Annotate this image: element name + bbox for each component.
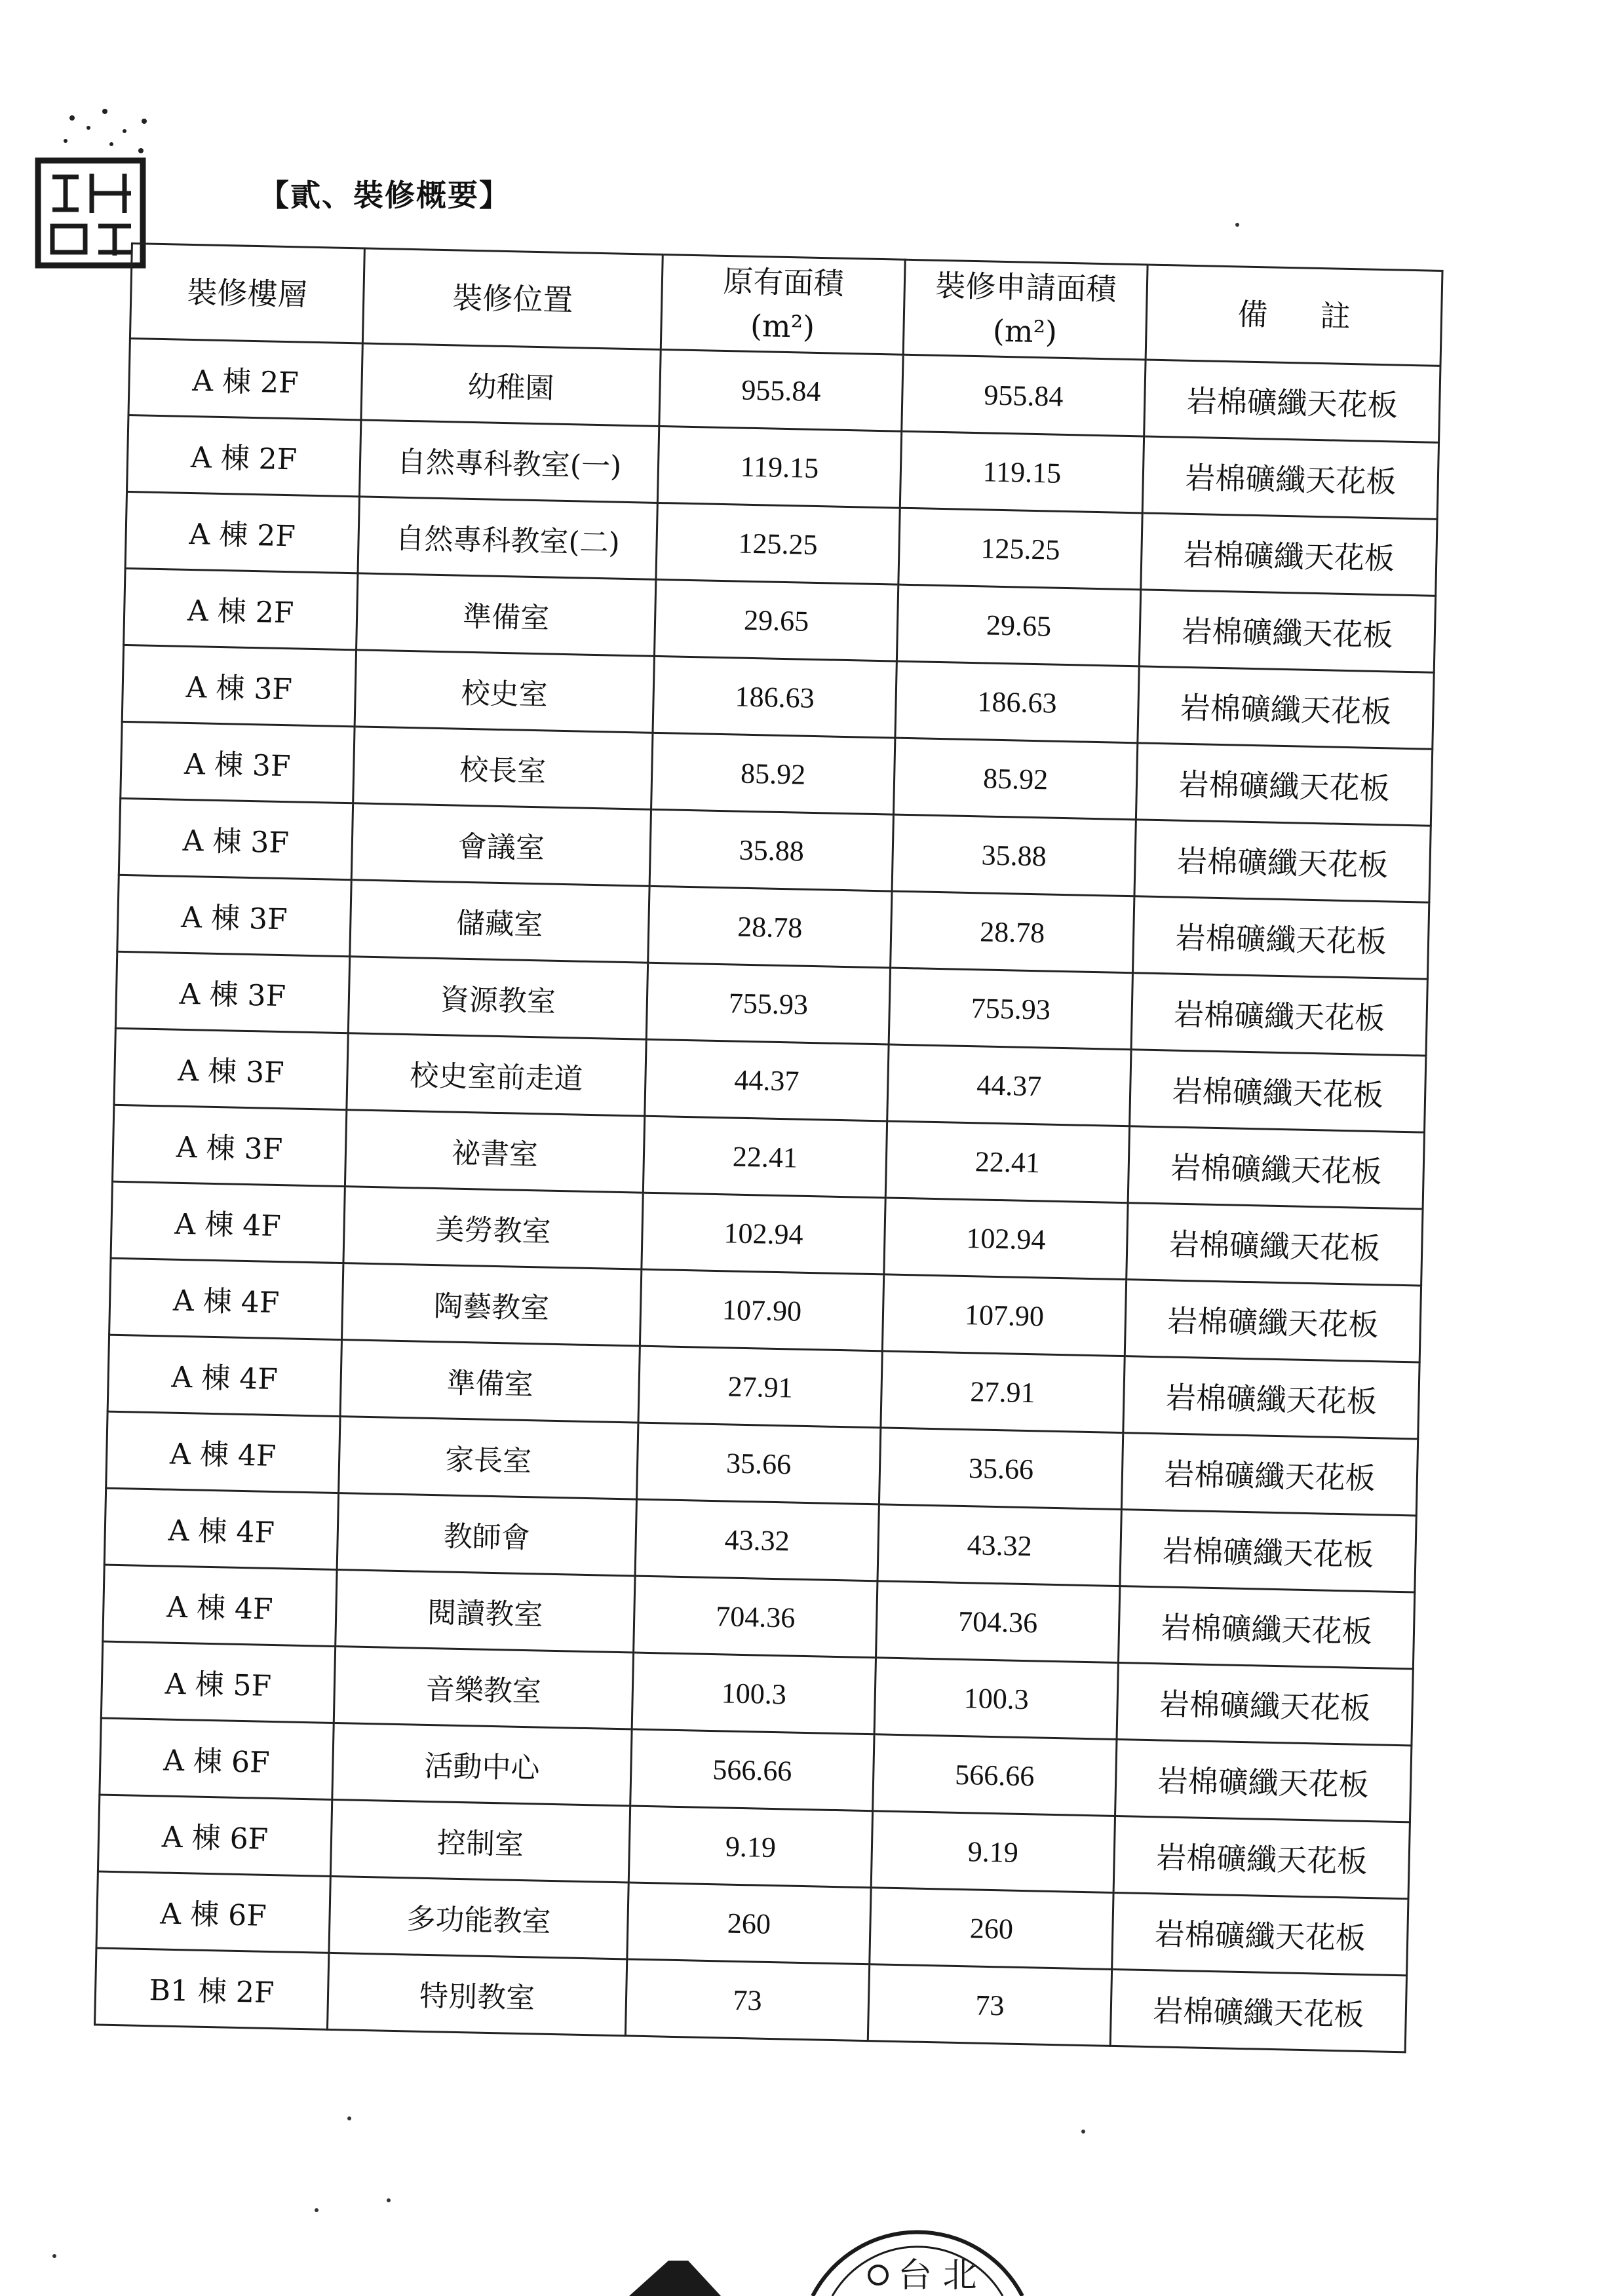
cell-original-area: 35.66 [637, 1423, 881, 1504]
stamp-text: 台 北 [898, 2256, 977, 2295]
cell-remark: 岩棉礦纖天花板 [1136, 743, 1432, 826]
cell-remark: 岩棉礦纖天花板 [1142, 436, 1438, 519]
cell-remark: 岩棉礦纖天花板 [1115, 1739, 1412, 1822]
cell-applied-area: 35.66 [879, 1428, 1123, 1510]
cell-applied-area: 27.91 [881, 1351, 1125, 1433]
cell-original-area: 755.93 [646, 963, 890, 1044]
cell-location: 音樂教室 [334, 1646, 633, 1729]
cell-remark: 岩棉礦纖天花板 [1128, 1126, 1424, 1209]
cell-floor: A 棟 2F [128, 338, 362, 419]
cell-applied-area: 44.37 [887, 1044, 1131, 1126]
cell-floor: A 棟 2F [125, 491, 359, 573]
cell-applied-area: 755.93 [889, 968, 1132, 1050]
col-header-location: 裝修位置 [362, 248, 663, 349]
cell-applied-area: 955.84 [902, 354, 1146, 436]
cell-floor: A 棟 3F [115, 951, 349, 1033]
cell-remark: 岩棉礦纖天花板 [1121, 1433, 1418, 1516]
cell-original-area: 125.25 [656, 503, 900, 584]
cell-remark: 岩棉礦纖天花板 [1138, 666, 1434, 749]
cell-location: 會議室 [351, 803, 651, 887]
cell-remark: 岩棉礦纖天花板 [1110, 1969, 1406, 2052]
cell-floor: A 棟 6F [96, 1871, 330, 1953]
cell-applied-area: 29.65 [897, 584, 1140, 666]
section-title: 【貳、裝修概要】 [259, 178, 511, 213]
cell-applied-area: 22.41 [885, 1121, 1129, 1203]
cell-remark: 岩棉礦纖天花板 [1139, 590, 1435, 672]
cell-original-area: 100.3 [632, 1653, 876, 1734]
cell-applied-area: 119.15 [900, 431, 1144, 513]
cell-location: 資源教室 [348, 957, 647, 1040]
cell-location: 閱讀教室 [336, 1570, 635, 1653]
col-header-remark: 備註 [1146, 265, 1442, 366]
cell-original-area: 85.92 [651, 733, 895, 814]
cell-floor: A 棟 4F [103, 1565, 337, 1646]
round-stamp-icon [616, 2162, 1035, 2296]
cell-applied-area: 125.25 [898, 508, 1142, 590]
cell-location: 校長室 [353, 727, 653, 810]
cell-original-area: 119.15 [657, 426, 901, 508]
cell-applied-area: 566.66 [873, 1734, 1117, 1816]
cell-floor: A 棟 4F [106, 1411, 340, 1493]
cell-remark: 岩棉礦纖天花板 [1118, 1586, 1414, 1669]
cell-floor: A 棟 3F [119, 798, 353, 879]
cell-floor: A 棟 2F [127, 415, 361, 496]
cell-remark: 岩棉礦纖天花板 [1130, 1050, 1426, 1132]
cell-original-area: 107.90 [640, 1269, 883, 1351]
cell-applied-area: 186.63 [895, 661, 1139, 743]
col-header-applied-area: 裝修申請面積 (m²) [903, 259, 1148, 360]
cell-applied-area: 704.36 [876, 1581, 1120, 1663]
cell-location: 家長室 [339, 1417, 638, 1500]
cell-remark: 岩棉礦纖天花板 [1112, 1892, 1408, 1975]
cell-applied-area: 28.78 [891, 891, 1134, 973]
cell-remark: 岩棉礦纖天花板 [1117, 1663, 1413, 1746]
cell-remark: 岩棉礦纖天花板 [1144, 360, 1440, 442]
cell-applied-area: 43.32 [878, 1504, 1121, 1586]
col-header-original-area: 原有面積 (m²) [661, 254, 905, 354]
cell-location: 儲藏室 [350, 880, 649, 963]
cell-original-area: 35.88 [649, 809, 893, 891]
cell-remark: 岩棉礦纖天花板 [1120, 1510, 1416, 1592]
cell-applied-area: 102.94 [884, 1198, 1128, 1280]
cell-remark: 岩棉礦纖天花板 [1132, 896, 1429, 979]
cell-original-area: 73 [625, 1959, 869, 2041]
cell-floor: A 棟 4F [107, 1335, 341, 1416]
cell-location: 校史室前走道 [347, 1033, 646, 1117]
cell-floor: A 棟 4F [104, 1488, 338, 1569]
cell-applied-area: 85.92 [893, 738, 1137, 820]
cell-original-area: 566.66 [630, 1729, 874, 1811]
cell-applied-area: 100.3 [874, 1658, 1118, 1740]
cell-original-area: 260 [627, 1883, 871, 1964]
cell-original-area: 9.19 [628, 1806, 872, 1888]
cell-location: 準備室 [340, 1340, 640, 1423]
cell-floor: A 棟 3F [121, 721, 355, 803]
cell-location: 控制室 [330, 1799, 630, 1883]
cell-location: 祕書室 [345, 1110, 644, 1193]
cell-location: 幼稚園 [361, 343, 661, 427]
cell-original-area: 28.78 [648, 886, 892, 968]
cell-remark: 岩棉礦纖天花板 [1131, 973, 1427, 1056]
cell-floor: A 棟 5F [101, 1641, 335, 1723]
cell-floor: A 棟 3F [117, 875, 351, 956]
cell-location: 陶藝教室 [342, 1263, 642, 1347]
cell-applied-area: 35.88 [892, 814, 1136, 896]
cell-remark: 岩棉礦纖天花板 [1134, 820, 1431, 902]
cell-original-area: 955.84 [659, 349, 903, 431]
cell-remark: 岩棉礦纖天花板 [1123, 1356, 1419, 1439]
cell-remark: 岩棉礦纖天花板 [1113, 1816, 1410, 1898]
cell-floor: A 棟 2F [124, 568, 358, 649]
cell-location: 準備室 [357, 573, 656, 657]
cell-floor: A 棟 3F [112, 1105, 346, 1186]
cell-floor: A 棟 6F [98, 1795, 332, 1876]
cell-location: 特別教室 [327, 1953, 627, 2036]
cell-applied-area: 73 [868, 1964, 1111, 2046]
cell-original-area: 44.37 [645, 1039, 889, 1121]
cell-remark: 岩棉礦纖天花板 [1127, 1203, 1423, 1286]
cell-location: 教師會 [337, 1493, 636, 1577]
cell-remark: 岩棉礦纖天花板 [1125, 1280, 1421, 1362]
cell-applied-area: 107.90 [882, 1274, 1126, 1356]
cell-floor: A 棟 3F [114, 1028, 348, 1109]
cell-original-area: 704.36 [634, 1576, 878, 1658]
cell-original-area: 186.63 [653, 656, 897, 738]
cell-applied-area: 9.19 [871, 1811, 1115, 1893]
cell-floor: A 棟 4F [111, 1181, 345, 1263]
cell-location: 活動中心 [332, 1723, 632, 1806]
cell-location: 自然專科教室(一) [359, 420, 659, 503]
cell-floor: A 棟 4F [109, 1258, 343, 1339]
cell-original-area: 22.41 [643, 1116, 887, 1198]
cell-location: 自然專科教室(二) [358, 497, 657, 580]
cell-original-area: 102.94 [642, 1193, 885, 1274]
cell-original-area: 27.91 [638, 1346, 882, 1428]
renovation-table [94, 242, 1442, 2053]
cell-location: 多功能教室 [329, 1876, 628, 1959]
cell-applied-area: 260 [870, 1888, 1113, 1970]
cell-original-area: 29.65 [654, 579, 898, 661]
cell-floor: A 棟 6F [100, 1718, 334, 1799]
cell-remark: 岩棉礦纖天花板 [1141, 513, 1437, 596]
cell-floor: A 棟 3F [122, 645, 356, 726]
col-header-floor: 裝修樓層 [130, 244, 364, 343]
cell-location: 美勞教室 [343, 1187, 643, 1270]
cell-floor: B1 棟 2F [95, 1948, 329, 2029]
cell-original-area: 43.32 [635, 1499, 879, 1581]
cell-location: 校史室 [355, 650, 654, 733]
